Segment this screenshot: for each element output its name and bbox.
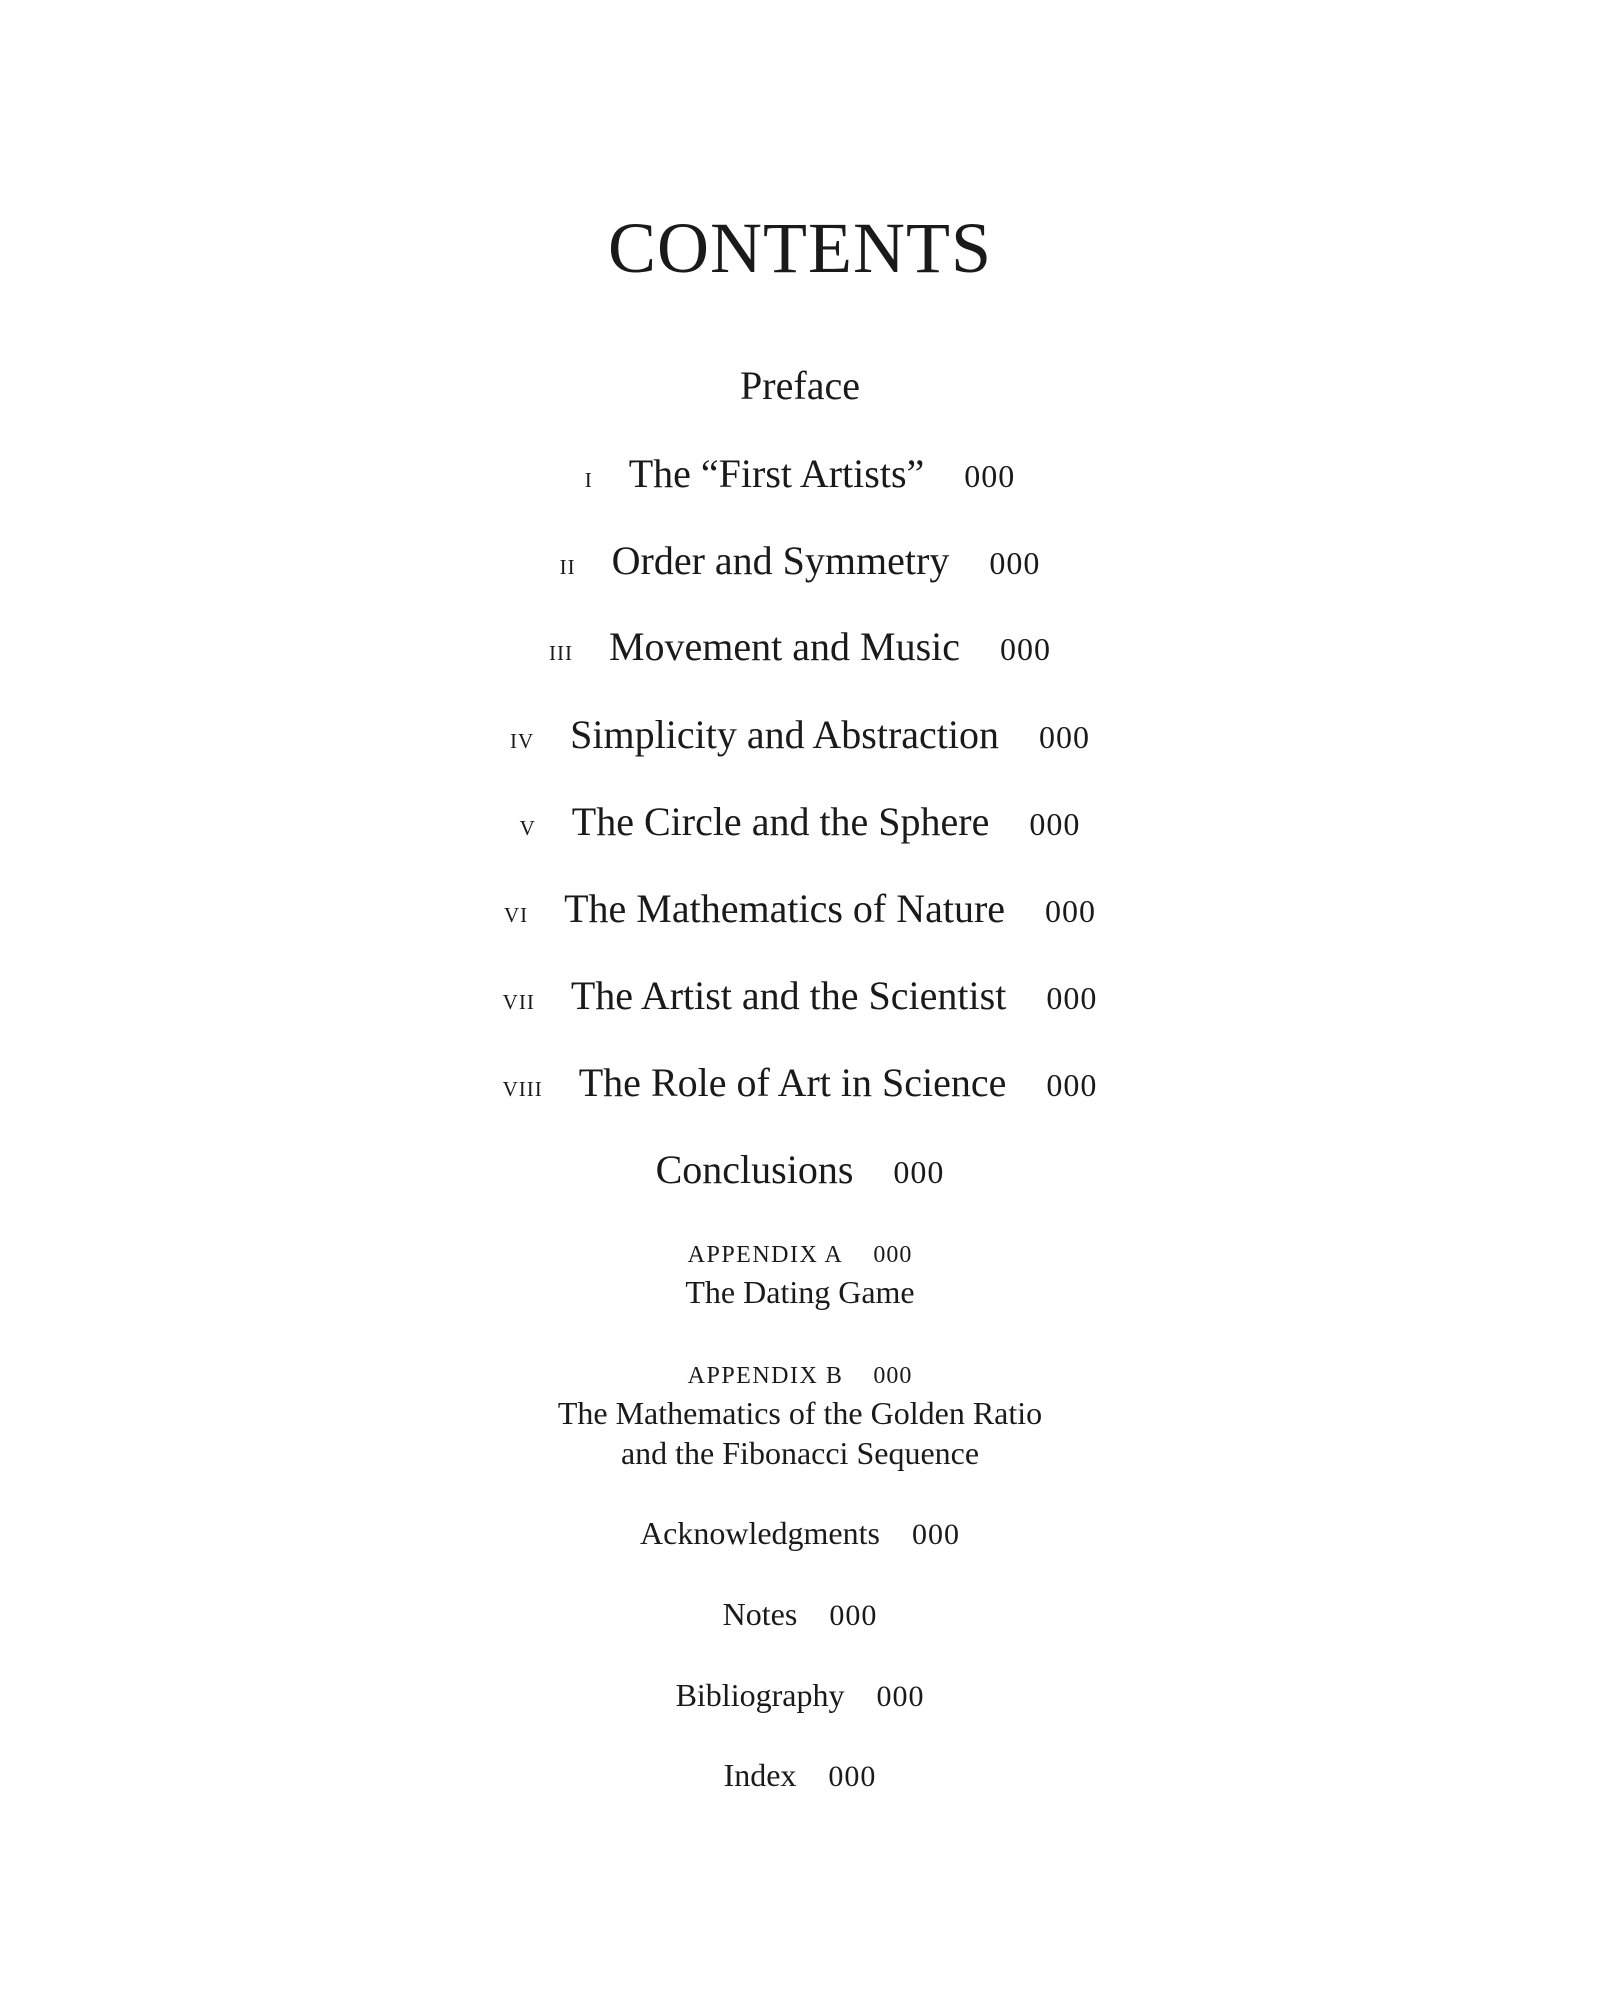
- page-number: 000: [876, 1680, 925, 1713]
- chapter-numeral: vii: [502, 983, 535, 1016]
- toc-entry-conclusions[interactable]: [0, 1146, 1600, 1196]
- chapter-numeral: iii: [548, 634, 573, 667]
- page-number: 000: [828, 1760, 877, 1793]
- toc-entry-chapter-1[interactable]: [0, 450, 1600, 502]
- toc-entry-notes[interactable]: [0, 1594, 1600, 1636]
- toc-entry-appendix-a-label[interactable]: [0, 1240, 1600, 1270]
- page-number: 000: [893, 1154, 945, 1190]
- entry-title: The Role of Art in Science: [578, 1060, 1007, 1105]
- entry-title: The “First Artists”: [628, 451, 925, 496]
- entry-title: Movement and Music: [608, 624, 961, 669]
- entry-title: The Mathematics of the Golden Ratio: [557, 1395, 1043, 1431]
- chapter-numeral: iv: [509, 722, 535, 755]
- entry-title: Conclusions: [655, 1147, 854, 1192]
- toc-entry-appendix-b-title-line-2[interactable]: [0, 1433, 1600, 1473]
- appendix-label: APPENDIX B: [687, 1363, 844, 1389]
- toc-entry-chapter-2[interactable]: [0, 537, 1600, 589]
- chapter-numeral: vi: [503, 896, 529, 929]
- page-number: 000: [1046, 1067, 1098, 1103]
- toc-entry-acknowledgments[interactable]: [0, 1513, 1600, 1555]
- toc-entry-chapter-4[interactable]: [0, 711, 1600, 763]
- page-title: CONTENTS: [608, 208, 992, 288]
- entry-title: Bibliography: [675, 1677, 845, 1713]
- entry-title: The Circle and the Sphere: [571, 799, 990, 844]
- page-number: 000: [1045, 893, 1097, 929]
- entry-title: Simplicity and Abstraction: [570, 712, 1000, 757]
- toc-entry-chapter-6[interactable]: [0, 885, 1600, 937]
- page-number: 000: [989, 545, 1041, 581]
- toc-entry-appendix-b-label[interactable]: [0, 1361, 1600, 1391]
- page-number: 000: [1046, 980, 1098, 1016]
- appendix-label: APPENDIX A: [687, 1242, 844, 1268]
- chapter-numeral: ii: [559, 548, 576, 581]
- entry-title: The Mathematics of Nature: [564, 886, 1006, 931]
- toc-entry-preface[interactable]: [0, 362, 1600, 410]
- entry-title: Index: [723, 1757, 797, 1793]
- page-number: 000: [1039, 719, 1091, 755]
- entry-title: Order and Symmetry: [611, 538, 950, 583]
- page-number: 000: [1000, 631, 1052, 667]
- toc-entry-chapter-5[interactable]: [0, 798, 1600, 850]
- entry-title: The Dating Game: [685, 1274, 915, 1310]
- chapter-numeral: v: [519, 809, 536, 842]
- toc-entry-bibliography[interactable]: [0, 1675, 1600, 1717]
- toc-entry-chapter-3[interactable]: [0, 623, 1600, 675]
- page-number: 000: [873, 1242, 913, 1268]
- page-number: 000: [911, 1518, 960, 1551]
- page-number: 000: [1029, 806, 1081, 842]
- entry-title: and the Fibonacci Sequence: [620, 1435, 980, 1471]
- entry-title: Acknowledgments: [640, 1515, 880, 1551]
- toc-entry-chapter-8[interactable]: [0, 1059, 1600, 1111]
- entry-title: Preface: [740, 363, 860, 408]
- toc-entry-index[interactable]: [0, 1755, 1600, 1797]
- page-number: 000: [829, 1599, 878, 1632]
- chapter-numeral: i: [584, 461, 593, 494]
- toc-entry-appendix-a-title[interactable]: [0, 1272, 1600, 1312]
- entry-title: Notes: [722, 1596, 798, 1632]
- page-number: 000: [964, 458, 1016, 494]
- entry-title: The Artist and the Scientist: [570, 973, 1007, 1018]
- chapter-numeral: viii: [502, 1070, 543, 1103]
- toc-entry-chapter-7[interactable]: [0, 972, 1600, 1024]
- toc-entry-appendix-b-title-line-1[interactable]: [0, 1393, 1600, 1433]
- page-number: 000: [873, 1363, 913, 1389]
